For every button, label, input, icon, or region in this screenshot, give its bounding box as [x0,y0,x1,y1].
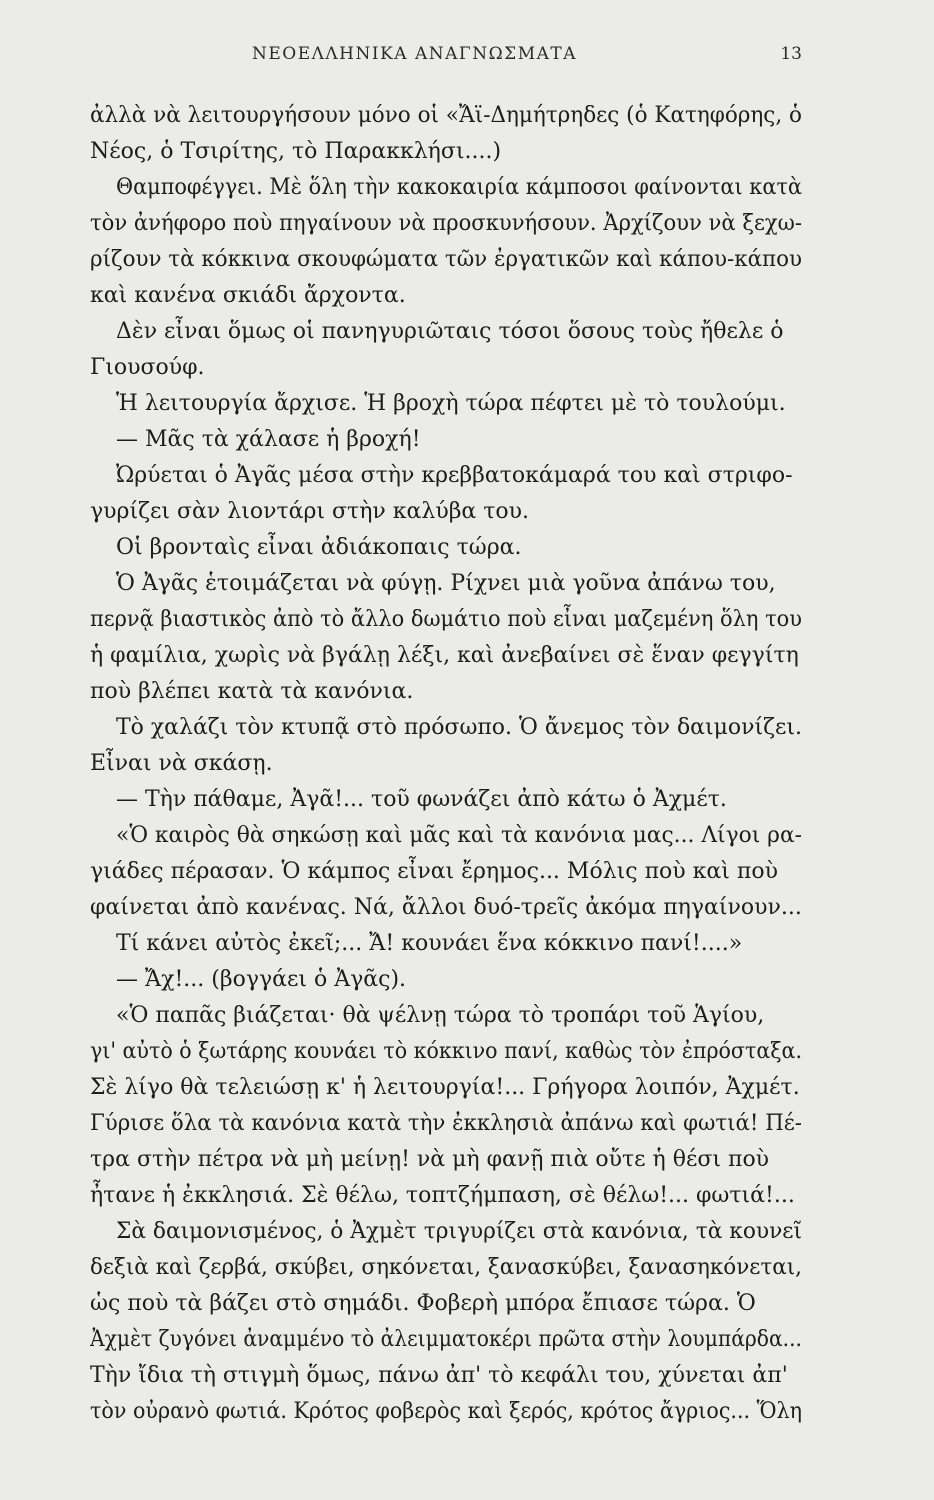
text-line: Γύρισε ὅλα τὰ κανόνια κατὰ τὴν ἐκκλησιὰ ἀπάνω καὶ φωτιά! Πέ- [90,1111,802,1136]
text-line: Ἡ λειτουργία ἄρχισε. Ἡ βροχὴ τώρα πέφτει μὲ τὸ τουλούμι. [116,391,786,416]
text-line: Σὲ λίγο θὰ τελειώσῃ κ' ἡ λειτουργία!... Γρήγορα λοιπόν, Ἀχμέτ. [90,1075,800,1100]
text-line: γυρίζει σὰν λιοντάρι στὴν καλύβα του. [90,499,530,524]
text-line: τὸν ἀνήφορο ποὺ πηγαίνουν νὰ προσκυνήσουν. Ἀρχίζουν νὰ ξεχω- [90,211,802,236]
text-line: Εἶναι νὰ σκάσῃ. [90,751,273,776]
text-line: τρα στὴν πέτρα νὰ μὴ μείνῃ! νὰ μὴ φανῇ πιὰ οὔτε ἡ θέσι ποὺ [90,1147,770,1172]
text-line: Ἀχμὲτ ζυγόνει ἀναμμένο τὸ ἀλειμματοκέρι πρῶτα στὴν λουμπάρδα... [90,1327,802,1352]
text-line: ἡ φαμίλια, χωρὶς νὰ βγάλῃ λέξι, καὶ ἀνεβαίνει σὲ ἕναν φεγγίτη [90,643,799,668]
text-line: Τί κάνει αὐτὸς ἐκεῖ;... Ἄ! κουνάει ἕνα κόκκινο πανί!....» [116,931,743,956]
text-line: ἦτανε ἡ ἐκκλησιά. Σὲ θέλω, τοπτζήμπαση, σὲ θέλω!... φωτιά!... [90,1183,795,1208]
text-line: Οἱ βρονταὶς εἶναι ἀδιάκοπαις τώρα. [116,535,522,560]
text-line: Ὠρύεται ὁ Ἀγᾶς μέσα στὴν κρεββατοκάμαρά του καὶ στριφο- [116,463,793,488]
text-line: γι' αὐτὸ ὁ ξωτάρης κουνάει τὸ κόκκινο πανί, καθὼς τὸν ἐπρόσταξα. [90,1039,802,1064]
text-line: Ὁ Ἀγᾶς ἑτοιμάζεται νὰ φύγῃ. Ρίχνει μιὰ γοῦνα ἀπάνω του, [116,571,776,596]
text-line: — Τὴν πάθαμε, Ἀγᾶ!... τοῦ φωνάζει ἀπὸ κάτω ὁ Ἀχμέτ. [116,787,727,812]
text-line: Τὴν ἴδια τὴ στιγμὴ ὅμως, πάνω ἀπ' τὸ κεφάλι του, χύνεται ἀπ' [90,1363,788,1388]
text-line: δεξιὰ καὶ ζερβά, σκύβει, σηκόνεται, ξανασκύβει, ξανασηκόνεται, [90,1255,802,1280]
text-line: Σὰ δαιμονισμένος, ὁ Ἀχμὲτ τριγυρίζει στὰ κανόνια, τὰ κουνεῖ [116,1219,802,1244]
text-line: ποὺ βλέπει κατὰ τὰ κανόνια. [90,679,414,704]
text-line: ὡς ποὺ τὰ βάζει στὸ σημάδι. Φοβερὴ μπόρα ἔπιασε τώρα. Ὁ [90,1291,756,1316]
text-line: ρίζουν τὰ κόκκινα σκουφώματα τῶν ἐργατικῶν καὶ κάπου-κάπου [90,247,802,272]
text-line: τὸν οὐρανὸ φωτιά. Κρότος φοβερὸς καὶ ξερός, κρότος ἄγριος... Ὅλη [90,1399,802,1424]
text-line: — Ἄχ!... (βογγάει ὁ Ἀγᾶς). [116,967,407,992]
page-number: 13 [780,44,802,64]
text-line: φαίνεται ἀπὸ κανένας. Νά, ἄλλοι δυό-τρεῖς ἀκόμα πηγαίνουν... [90,895,802,920]
running-title: ΝΕΟΕΛΛΗΝΙΚΑ ΑΝΑΓΝΩΣΜΑΤΑ [252,44,577,64]
text-line: Γιουσούφ. [90,355,205,380]
text-line: περνᾷ βιαστικὸς ἀπὸ τὸ ἄλλο δωμάτιο ποὺ εἶναι μαζεμένη ὅλη του [90,607,802,632]
text-line: «Ὁ παπᾶς βιάζεται· θὰ ψέλνῃ τώρα τὸ τροπάρι τοῦ Ἁγίου, [116,1003,765,1028]
body-text [90,98,802,1430]
text-line: ἀλλὰ νὰ λειτουργήσουν μόνο οἱ «Ἄϊ-Δημήτρηδες (ὁ Κατηφόρης, ὁ [90,103,802,128]
text-line: Νέος, ὁ Τσιρίτης, τὸ Παρακκλήσι....) [90,139,502,164]
text-line: Δὲν εἶναι ὅμως οἱ πανηγυριῶταις τόσοι ὅσους τοὺς ἤθελε ὁ [116,319,784,344]
text-line: — Μᾶς τὰ χάλασε ἡ βροχή! [116,427,421,452]
text-line: «Ὁ καιρὸς θὰ σηκώσῃ καὶ μᾶς καὶ τὰ κανόνια μας... Λίγοι ρα- [116,823,802,848]
page-header [90,44,802,68]
text-line: Θαμποφέγγει. Μὲ ὅλη τὴν κακοκαιρία κάμποσοι φαίνονται κατὰ [116,175,802,200]
text-line: γιάδες πέρασαν. Ὁ κάμπος εἶναι ἔρημος... Μόλις ποὺ καὶ ποὺ [90,859,778,884]
text-line: καὶ κανένα σκιάδι ἄρχοντα. [90,283,406,308]
text-line: Τὸ χαλάζι τὸν κτυπᾷ στὸ πρόσωπο. Ὁ ἄνεμος τὸν δαιμονίζει. [116,715,802,740]
